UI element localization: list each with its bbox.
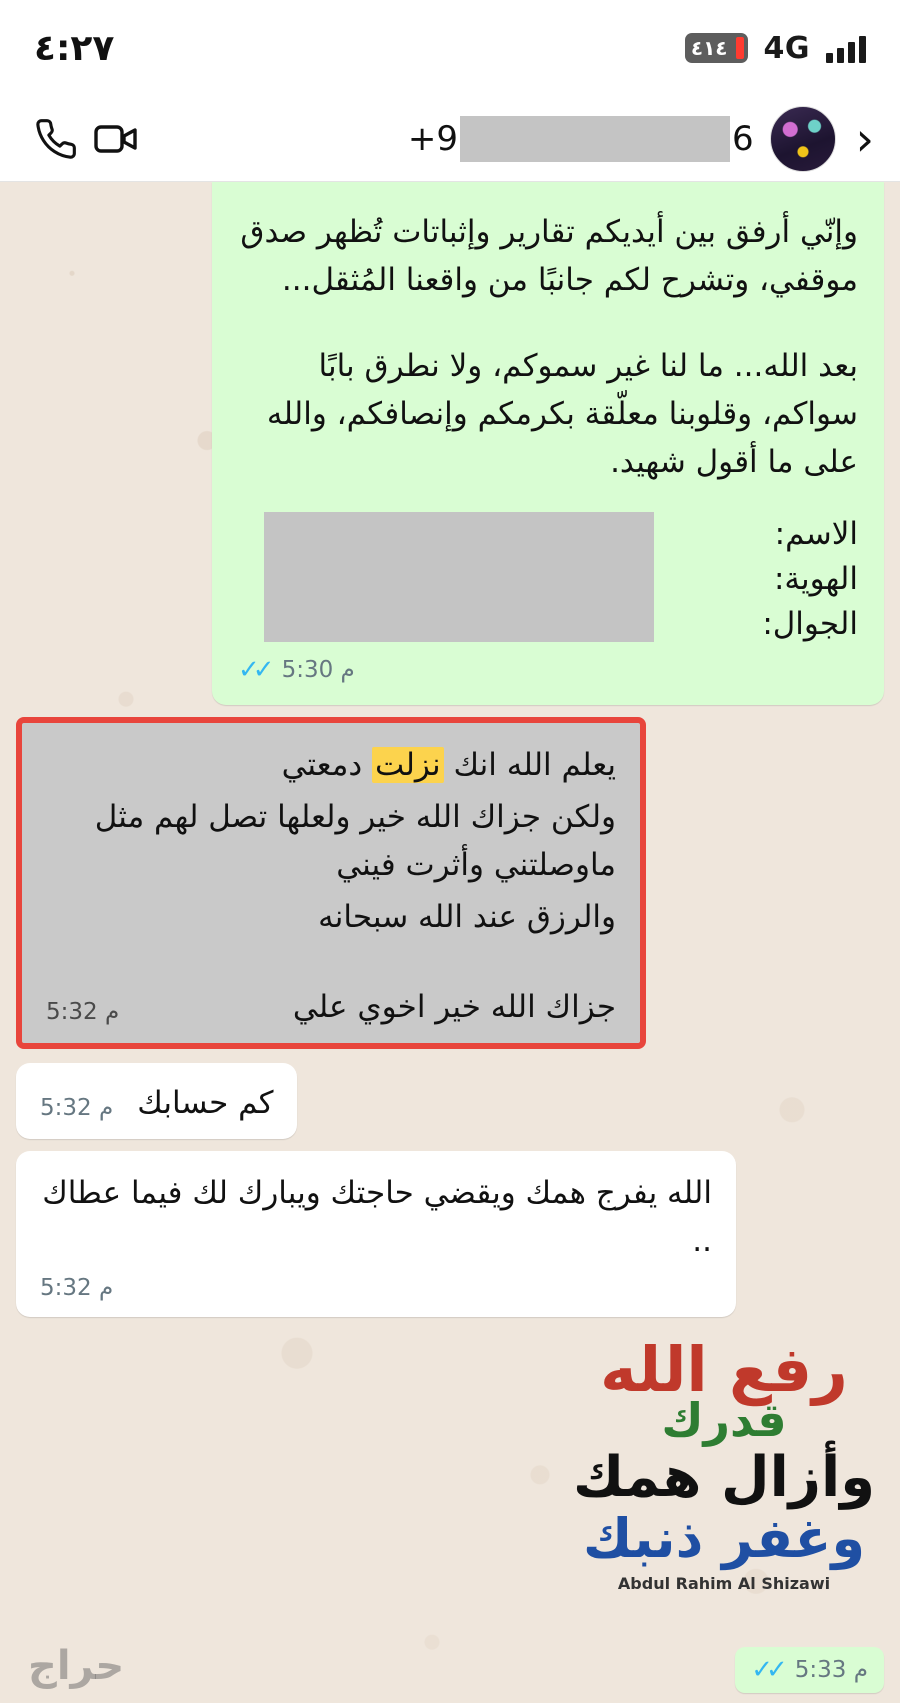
video-camera-icon[interactable] (86, 109, 146, 169)
message-paragraph: وإنّي أرفق بين أيديكم تقارير وإثباتات تُظهر صدق موقفي، وتشرح لكم جانبًا من واقعنا المُثقل... (240, 214, 858, 299)
highlighted-text: نزلت (372, 747, 444, 783)
sticker-line-1: رفع الله (600, 1332, 848, 1406)
message-row-outgoing-sticker[interactable] (0, 1329, 900, 1693)
message-text: كم حسابك (137, 1084, 274, 1121)
message-bubble[interactable] (16, 1063, 297, 1139)
read-receipt-icon: ✓✓ (238, 655, 268, 686)
field-label-id: الهوية: (773, 561, 858, 598)
chevron-left-icon[interactable]: › (855, 111, 874, 166)
message-bubble[interactable] (16, 1151, 736, 1317)
message-text: الله يفرج همك ويقضي حاجتك ويبارك لك فيما عطاك .. (42, 1174, 712, 1259)
battery-indicator (685, 33, 748, 63)
message-bubble[interactable] (212, 182, 884, 705)
message-timestamp: 5:33 م (794, 1656, 868, 1683)
message-meta (40, 1271, 712, 1307)
status-bar-clock: ٤:٢٧ (34, 27, 115, 69)
message-timestamp: 5:32 م (46, 999, 120, 1026)
message-meta (238, 650, 858, 690)
network-type-label: 4G (763, 30, 810, 66)
sticker-credit: Abdul Rahim Al Shizawi (617, 1574, 831, 1594)
avatar[interactable] (770, 106, 836, 172)
message-line: جزاك الله خير اخوي علي (292, 988, 616, 1025)
status-bar (0, 0, 900, 96)
chat-header (0, 96, 900, 182)
message-row-incoming[interactable] (0, 1151, 900, 1317)
message-line: يعلم الله انك نزلت دمعتي (281, 746, 616, 783)
signal-strength-icon (826, 33, 866, 63)
field-label-mobile: الجوال: (762, 606, 858, 643)
field-label-name: الاسم: (774, 516, 858, 553)
message-timestamp: 5:30 م (281, 656, 355, 683)
message-line: ولكن جزاك الله خير ولعلها تصل لهم مثل ماوصلتني وأثرت فيني (94, 798, 616, 883)
message-paragraph: بعد الله... ما لنا غير سموكم، ولا نطرق بابًا سواكم، وقلوبنا معلّقة بكرمكم وإنصافكم، والله على ما أقول شهيد. (266, 348, 858, 481)
message-row-incoming-selected[interactable] (0, 717, 900, 1049)
sticker-line-4: وغفر ذنبك (582, 1507, 866, 1571)
watermark: حراج (28, 1642, 125, 1689)
redacted-number-block (460, 116, 730, 162)
peer-number-suffix: 6 (731, 118, 754, 159)
message-line: والرزق عند الله سبحانه (318, 898, 616, 935)
message-row-outgoing[interactable] (0, 182, 900, 705)
chat-message-list[interactable] (0, 182, 900, 1703)
sticker-image[interactable] (564, 1332, 884, 1639)
message-row-incoming[interactable] (0, 1063, 900, 1139)
status-bar-left (685, 31, 866, 66)
message-bubble-selected[interactable] (16, 717, 646, 1049)
peer-phone-number[interactable] (408, 116, 754, 162)
battery-percent: ٤١٤ (690, 36, 728, 60)
phone-icon[interactable] (26, 109, 86, 169)
message-timestamp: 5:32 م (40, 1095, 114, 1122)
battery-fill-icon (736, 37, 744, 59)
sticker-meta (735, 1647, 884, 1693)
sticker-line-2: قدرك (661, 1392, 787, 1447)
peer-number-prefix: +9 (407, 118, 458, 159)
message-timestamp: 5:32 م (40, 1274, 114, 1301)
contact-fields-block (238, 512, 858, 644)
sticker-line-3: وأزال همك (572, 1444, 876, 1510)
read-receipt-icon: ✓✓ (751, 1654, 781, 1685)
